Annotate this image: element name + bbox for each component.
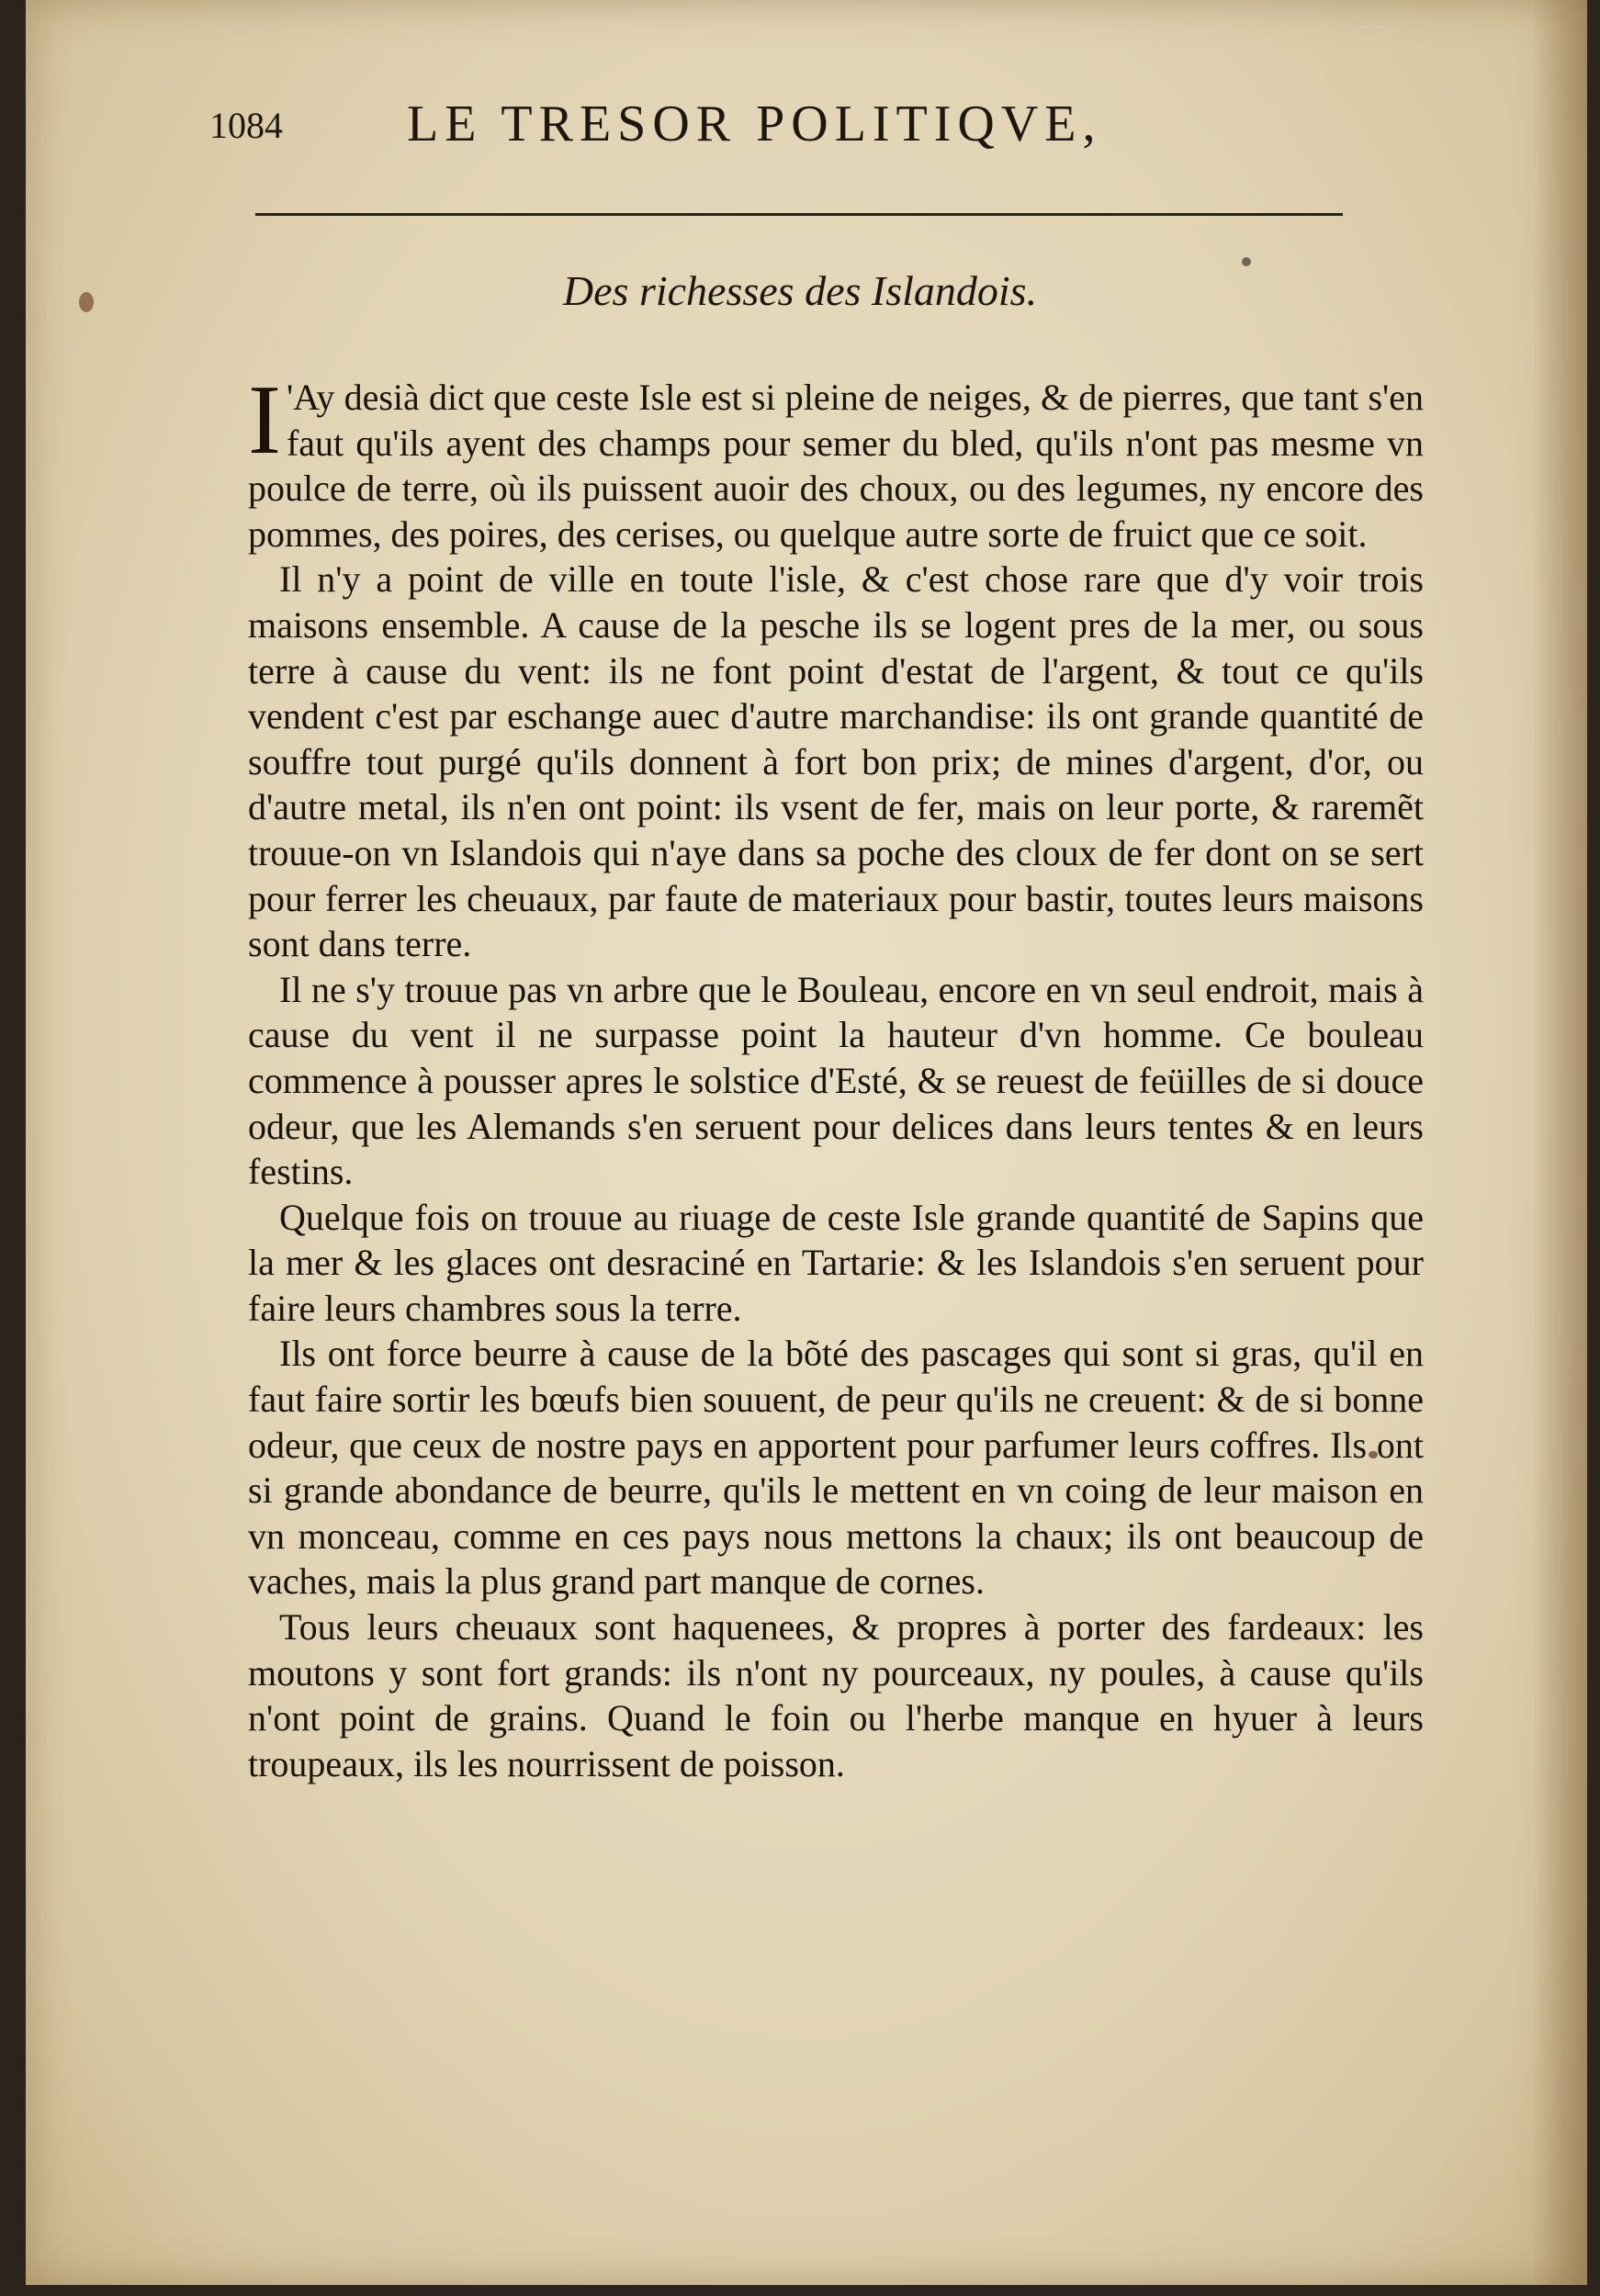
running-head: LE TRESOR POLITIQVE, (407, 96, 1102, 152)
section-title: Des richesses des Islandois. (562, 267, 1038, 314)
page-number: 1084 (209, 105, 283, 146)
paragraph-1-text: 'Ay desià dict que ceste Isle est si pleine de neiges, & de pierres, que tant s'en faut qu'ils ayent des champs pour semer du bled, qu'ils n'ont pas mesme vn poulce de terre, où ils puissent auoir des choux, ou des legumes, ny encore des pommes, des poires, des cerises, ou quelque autre sorte de fruict que ce soit. (248, 377, 1424, 555)
page-gutter-shadow (1532, 0, 1587, 2285)
paragraph-4: Quelque fois on trouue au riuage de ceste Isle grande quantité de Sapins que la mer & les glaces ont desraciné en Tartarie: & les Islandois s'en seruent pour faire leurs chambres sous la terre. (248, 1196, 1424, 1329)
drop-cap: I (248, 366, 281, 475)
header-rule (255, 213, 1343, 216)
body-text (248, 366, 1424, 1786)
ink-blot (1242, 257, 1251, 266)
paragraph-1 (248, 366, 1424, 557)
paragraph-6: Tous leurs cheuaux sont haquenees, & propres à porter des fardeaux: les moutons y sont fort grands: ils n'ont ny pourceaux, ny poules, à cause qu'ils n'ont point de grains. Quand le foin ou l'herbe manque en hyuer à leurs troupeaux, ils les nourrissent de poisson. (248, 1606, 1424, 1784)
paragraph-5: Ils ont force beurre à cause de la bõté des pascages qui sont si gras, qu'il en faut faire sortir les bœufs bien souuent, de peur qu'ils ne creuent: & de si bonne odeur, que ceux de nostre pays en apportent pour parfumer leurs coffres. Ils ont si grande abondance de beurre, qu'ils le mettent en vn coing de leur maison en vn monceau, comme en ces pays nous mettons la chaux; ils ont beaucoup de vaches, mais la plus grand part manque de cornes. (248, 1333, 1424, 1603)
paragraph-3: Il ne s'y trouue pas vn arbre que le Bouleau, encore en vn seul endroit, mais à cause du vent il ne surpasse point la hauteur d'vn homme. Ce bouleau commence à pousser apres le solstice d'Esté, & se reuest de feüilles de si douce odeur, que les Alemands s'en seruent pour delices dans leurs tentes & en leurs festins. (248, 968, 1424, 1193)
paragraph-2: Il n'y a point de ville en toute l'isle, & c'est chose rare que d'y voir trois maisons ensemble. A cause de la pesche ils se logent pres de la mer, ou sous terre à cause du vent: ils ne font point d'estat de l'argent, & tout ce qu'ils vendent c'est par eschange auec d'autre marchandise: ils ont grande quantité de souffre tout purgé qu'ils donnent à fort bon prix; de mines d'argent, d'or, ou d'autre metal, ils n'en ont point: ils vsent de fer, mais on leur porte, & raremẽt trouue-on vn Islandois qui n'aye dans sa poche des cloux de fer dont on se sert pour ferrer les cheuaux, par faute de materiaux pour bastir, toutes leurs maisons sont dans terre. (248, 558, 1424, 965)
page-header (209, 87, 1367, 161)
